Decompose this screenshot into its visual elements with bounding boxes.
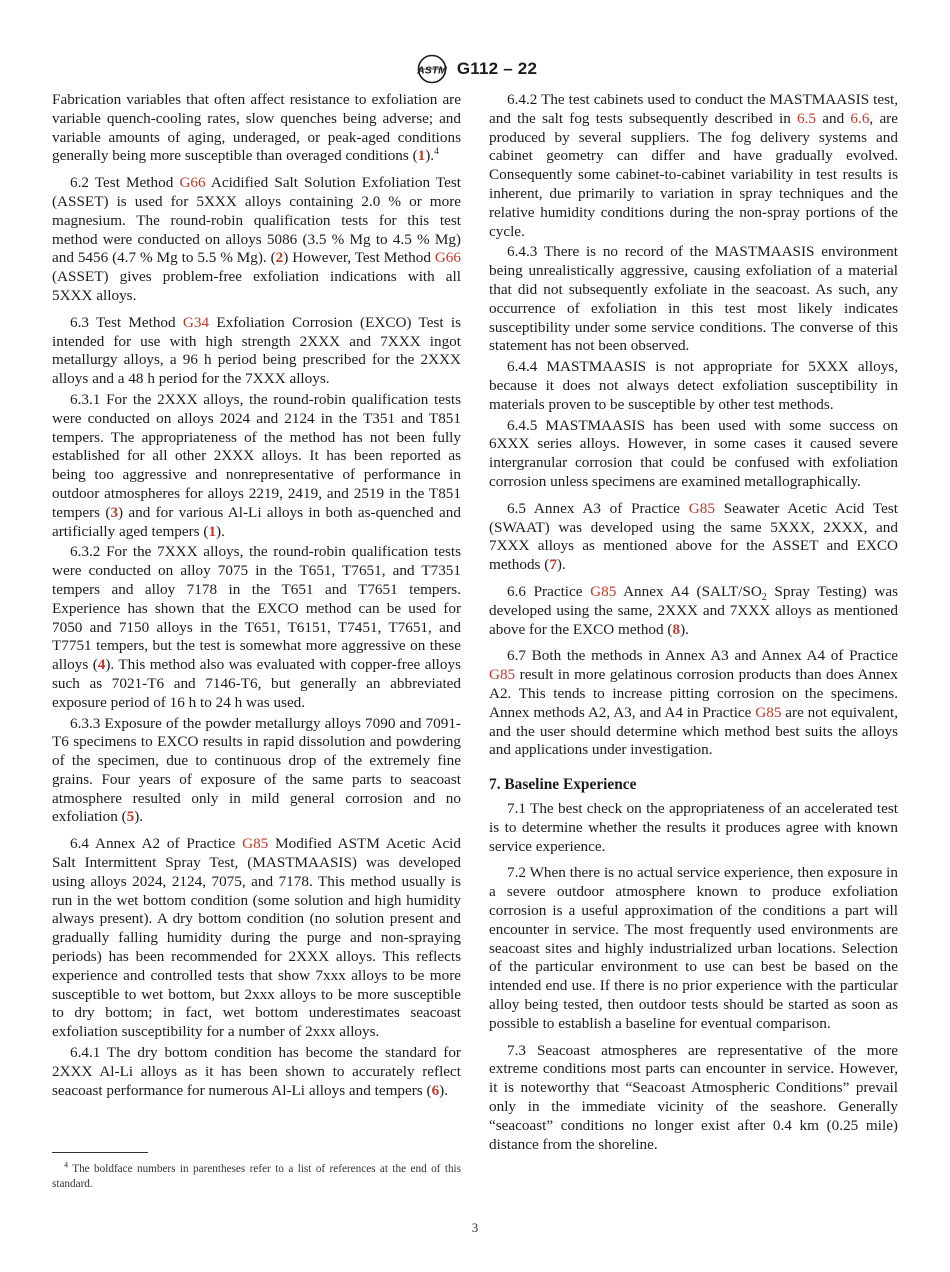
paragraph-6-6: 6.6 Practice G85 Annex A4 ($SALT/SO_2$ Spray Testing) was developed using the same, 2XXX and 7XXX alloys as mentioned above for the EXCO method (8). <box>489 582 898 638</box>
paragraph-6-4-2: 6.4.2 The test cabinets used to conduct the MASTMAASIS test, and the salt fog tests subsequently described in 6.5 and 6.6, are produced by several suppliers. The fog delivery systems and cabinet geometry can differ and have gradually evolved. Consequently some cabinet-to-cabinet variability in test results is inherent, due primarily to variation in spray techniques and the relative humidity conditions during the non-spray portions of the cycle. <box>489 91 898 240</box>
paragraph-6-3: 6.3 Test Method G34 Exfoliation Corrosion (EXCO) Test is intended for use with high strength 2XXX and 7XXX ingot metallurgy alloys, a 96 h period being prescribed for the 2XXX alloys and a 48 h period for the 7XXX alloys. <box>52 313 462 388</box>
section-heading-7: 7. Baseline Experience <box>489 776 637 794</box>
reference-link[interactable]: 2 <box>275 249 284 267</box>
document-designation: G112 – 22 <box>456 59 538 78</box>
paragraph-7-2: 7.2 When there is no actual service experience, then exposure in a severe outdoor atmosphere known to produce exfoliation corrosion is a useful approximation of the conditions a part will encounter in service. The most frequently used environments are seacoast sites and highly industrialized urban locations. Selection of the particular environment to use can best be based on the intended end use. If there is no prior experience with the particular alloy being tested, then outdoor tests should be started as soon as possible to establish a baseline for eventual comparison. <box>489 864 898 1032</box>
paragraph-6-4: 6.4 Annex A2 of Practice G85 Modified ASTM Acetic Acid Salt Intermittent Spray Test, (MASTMAASIS) was developed using alloys 2024, 2124, 7075, and 7178. This method usually is run in the wet bottom condition (some solution and high humidity always present). A dry bottom condition (no solution present and gradually falling humidity during the purge and non-spraying periods) has been recommended for 2XXX alloys. This reflects experience and controlled tests that show 7xxx alloys to be more susceptible to wet bottom, but 2xxx alloys to be more susceptible to dry bottom; in fact, wet bottom underestimates seacoast exfoliation susceptibility for a number of 2xxx alloys. <box>52 835 461 1041</box>
standard-link-g85[interactable]: G85 <box>755 703 782 721</box>
paragraph-6-7: 6.7 Both the methods in Annex A3 and Annex A4 of Practice G85 result in more gelatinous corrosion products than does Annex A2. This tends to increase pitting corrosion on the specimens. Annex methods A2, A3, and A4 in Practice G85 are not equivalent, and the user should determine which method best suits the alloys and applications under investigation. <box>489 647 899 759</box>
reference-link[interactable]: 5 <box>126 808 135 826</box>
reference-link[interactable]: 8 <box>672 620 681 638</box>
standard-link-g34[interactable]: G34 <box>182 313 210 331</box>
standard-link-g85[interactable]: G85 <box>590 582 617 600</box>
paragraph-6-4-5: 6.4.5 MASTMAASIS has been used with some success on 6XXX series alloys. However, in some cases it caused severe intergranular corrosion that could be confused with exfoliation corrosion unless specimens are examined metallographically. <box>489 416 898 490</box>
section-link-6-6[interactable]: 6.6 <box>850 109 870 127</box>
paragraph-6-3-1: 6.3.1 For the 2XXX alloys, the round-robin qualification tests were conducted on alloys 2024 and 2124 in the T351 and T851 tempers. The appropriateness of the method has not been fully established for all other 2XXX alloys. It has been reported as being too aggressive and nonrepresentative of performance in outdoor atmospheres for alloys 2219, 2419, and 2519 in the T851 tempers (3) and for various Al-Li alloys in both as-quenched and artificially aged tempers (1). <box>52 390 461 540</box>
reference-link[interactable]: 3 <box>110 503 119 521</box>
paragraph-6-3-3: 6.3.3 Exposure of the powder metallurgy alloys 7090 and 7091-T6 specimens to EXCO results in rapid dissolution and powdering of the specimen, due to continuous drop of the extremely fine grains. Four years of exposure of the same parts to seacoast atmosphere resulted only in mild general corrosion and no exfoliation (5). <box>52 714 461 826</box>
standard-link-g85[interactable]: G85 <box>489 666 516 684</box>
reference-link[interactable]: 4 <box>97 656 106 674</box>
right-column <box>489 91 898 1162</box>
reference-link[interactable]: 1 <box>208 522 217 540</box>
page-number: 3 <box>471 1220 479 1235</box>
standard-link-g66[interactable]: G66 <box>179 174 206 192</box>
left-column <box>52 91 461 1108</box>
standard-link-g66[interactable]: G66 <box>434 249 461 267</box>
paragraph-6-4-3: 6.4.3 There is no record of the MASTMAASIS environment being unrealistically aggressive, causing exfoliation of a material that did not subsequently exfoliate in the seacoast. As such, any occurrence of exfoliation in this test most likely indicates susceptibility under some service conditions. The converse of this statement has not been observed. <box>489 243 898 355</box>
standard-link-g85[interactable]: G85 <box>242 835 269 853</box>
reference-link[interactable]: 1 <box>417 147 426 165</box>
paragraph-6-4-4: 6.4.4 MASTMAASIS is not appropriate for 5XXX alloys, because it does not always detect exfoliation susceptibility in materials proven to be susceptible by other test methods. <box>489 358 898 413</box>
paragraph-6-3-2: 6.3.2 For the 7XXX alloys, the round-robin qualification tests were conducted on alloy 7075 in the T651, T7651, and T7351 tempers and alloy 7178 in the T651 and T7651 tempers. Experience has shown that the EXCO method can be used for 7050 and 7150 alloys in the T651, T6151, T7451, T7651, and T7751 tempers, but the test is somewhat more aggressive on these alloys (4). This method also was evaluated with copper-free alloys such as 7021-T6 and 7146-T6, but generally an abbreviated exposure period of 16 h to 24 h was used. <box>52 543 461 711</box>
standard-link-g85[interactable]: G85 <box>688 499 715 517</box>
reference-link[interactable]: 6 <box>431 1081 440 1099</box>
section-link-6-5[interactable]: 6.5 <box>797 109 817 127</box>
reference-link[interactable]: 7 <box>549 556 557 574</box>
footnote-number: 4 <box>64 1160 68 1170</box>
page-header <box>0 52 950 86</box>
paragraph-6-4-1: 6.4.1 The dry bottom condition has become the standard for 2XXX Al-Li alloys as it has been shown to accurately reflect seacoast performance for numerous Al-Li alloys and tempers (6). <box>52 1044 461 1099</box>
paragraph-6-2: 6.2 Test Method G66 Acidified Salt Solution Exfoliation Test (ASSET) is used for 5XXX alloys containing 2.0 % or more magnesium. The round-robin qualification tests for this test method were conducted on alloys 5086 (3.5 % Mg to 4.5 % Mg) and 5456 (4.7 % Mg to 5.5 % Mg). (2) However, Test Method G66 (ASSET) gives problem-free exfoliation indications with all 5XXX alloys. <box>52 174 462 304</box>
footnote-marker: 4 <box>434 147 439 158</box>
paragraph-6-5: 6.5 Annex A3 of Practice G85 Seawater Acetic Acid Test (SWAAT) was developed using the same 5XXX, 2XXX, and 7XXX alloys as mentioned above for the ASSET and EXCO methods (7). <box>489 499 898 574</box>
logo-text: ASTM <box>416 64 447 77</box>
paragraph-6-1-continued: Fabrication variables that often affect resistance to exfoliation are variable quench-cooling rates, slow quenches being adverse; and variable amounts of aging, underaged, or peak-aged conditions generally being more susceptible than overaged conditions (1).$^4$ <box>52 91 461 165</box>
astm-logo-icon <box>413 54 451 84</box>
paragraph-7-1: 7.1 The best check on the appropriateness of an accelerated test is to determine whether the results it produces agree with known service experience. <box>489 800 898 855</box>
footnote: $^4$ The boldface numbers in parentheses refer to a list of references at the end of this standard. <box>52 1160 461 1190</box>
paragraph-7-3: 7.3 Seacoast atmospheres are representative of the more extreme conditions most parts can encounter in service. However, it is noteworthy that “Seacoast Atmospheric Conditions” prevail only in the immediate vicinity of the seashore. Generally “seacoast” conditions no longer exist after 0.4 km (0.25 mile) distance from the shoreline. <box>489 1041 898 1153</box>
footnote-divider <box>52 1152 148 1153</box>
